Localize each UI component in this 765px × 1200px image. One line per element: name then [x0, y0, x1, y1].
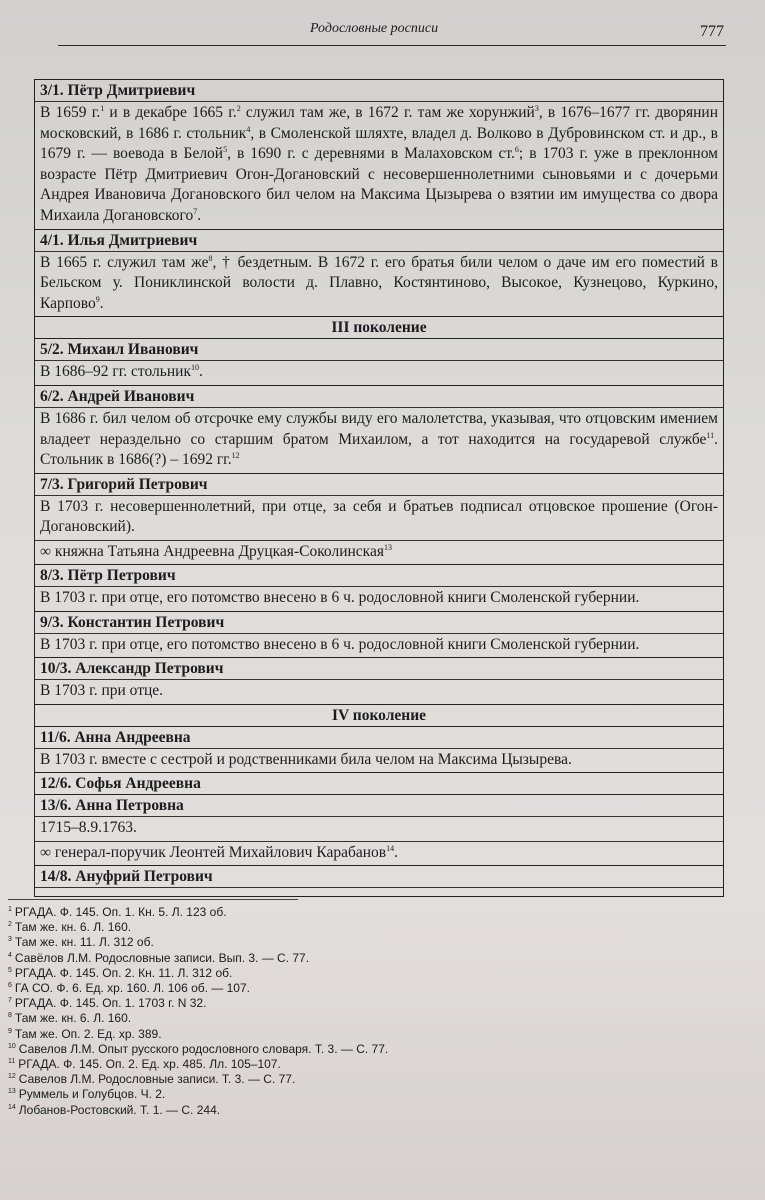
entry-name: 3/1. Пётр Дмитриевич: [35, 80, 723, 102]
entry-grigoriy-petrovich: [35, 474, 723, 565]
entry-body: В 1703 г. при отце, его потомство внесено в 6 ч. родословной книги Смоленской губернии.: [40, 635, 640, 653]
footnote: $^{14}$ Лобанов-Ростовский. Т. 1. — С. 244.: [8, 1102, 221, 1117]
footnote: $^{12}$ Савелов Л.М. Родословные записи. Т. 3. — С. 77.: [8, 1072, 296, 1087]
footnote: $^7$ РГАДА. Ф. 145. Оп. 1. 1703 г. N 32.: [8, 996, 207, 1011]
generation-heading: IV поколение: [35, 705, 723, 727]
entry-name: 4/1. Илья Дмитриевич: [35, 230, 723, 252]
genealogy-table: [34, 79, 724, 897]
entry-body: В 1665 г. служил там $же^8$, † бездетным. В 1672 г. его братья били челом о даче им его поместий в Бельском у. Пониклинской волости д. Плавно, Костянтиново, Высокое, Кузнецово, Куркино, Карпово$^9$.: [40, 253, 718, 312]
footnote: $^8$ Там же. кн. 6. Л. 160.: [8, 1011, 132, 1026]
footnote: $^{13}$ Руммель и Голубцов. Ч. 2.: [8, 1087, 166, 1102]
entry-anna-petrovna: [35, 795, 723, 866]
footnote: $^1$ РГАДА. Ф. 145. Оп. 1. Кн. 5. Л. 123 об.: [8, 905, 227, 919]
entry-body: В 1686 г. бил челом об отсрочке ему службы виду его малолетства, указывая, что отцовским имением владеет нераздельно со старшим братом Михаилом, а тот находится на государевой службе$^{11}$. Стольник в 1686(?) – 1692 гг.$^{12}$: [40, 409, 718, 469]
footnote-rule: [8, 899, 298, 900]
entry-name: 5/2. Михаил Иванович: [35, 339, 723, 361]
footnote: $^9$ Там же. Оп. 2. Ед. хр. 389.: [8, 1026, 162, 1041]
entry-name: 8/3. Пётр Петрович: [35, 565, 723, 587]
page-number: 777: [700, 23, 724, 40]
entry-name: 13/6. Анна Петровна: [35, 795, 723, 817]
entry-aleksandr-petrovich: [35, 658, 723, 705]
page-header: [58, 20, 726, 46]
entry-name: 12/6. Софья Андреевна: [40, 775, 201, 793]
header-rule: [58, 45, 726, 46]
entry-andrey-ivanovich: [35, 386, 723, 474]
table-bottom-strip: [35, 888, 723, 896]
entry-mikhail-ivanovich: [35, 339, 723, 386]
footnote: $^{10}$ Савелов Л.М. Опыт русского родословного словаря. Т. 3. — С. 77.: [8, 1041, 389, 1056]
entry-name: 9/3. Константин Петрович: [35, 612, 723, 634]
running-title: Родословные росписи: [310, 21, 439, 36]
entry-body: В 1703 г. при отце.: [40, 682, 164, 700]
entry-body: В 1659 г.$^1$ и в декабре 1665 г.$^2$ служил там же, в 1672 г. там же хорунжий$^3$, в 1676–1677 гг. дворянин московский, в 1686 г. стольник$^4$, в Смоленской шляхте, владел д. Волково в Дубровинском ст. и др., в 1679 г. — воевода в Белой$^5$, в 1690 г. с деревнями в Малаховском ст.$^6$; в 1703 г. уже в преклонном возрасте Пётр Дмитриевич Огон-Догановский с несовершеннолетними сыновьями и с дочерьми Андрея Ивановича Догановского бил челом на Максима Цызырева о взятии им имущества со двора Михаила Догановского$^7$.: [40, 103, 718, 224]
entry-body: В 1686–92 гг. стольник$^{10}$.: [40, 363, 203, 381]
entry-pyotr-dmitrievich: [35, 80, 723, 230]
entry-ilya-dmitrievich: [35, 230, 723, 318]
entry-body: В 1703 г. вместе с сестрой и родственниками била челом на Максима Цызырева.: [40, 750, 572, 768]
entry-name: 6/2. Андрей Иванович: [35, 386, 723, 408]
entry-body: 1715–8.9.1763.: [40, 819, 137, 837]
footnote: $^{11}$ РГАДА. Ф. 145. Оп. 2. Ед. хр. 485. Лл. 105–107.: [8, 1057, 281, 1072]
entry-anna-andreevna: [35, 727, 723, 774]
footnote: $^6$ ГА СО. Ф. 6. Ед. хр. 160. Л. 106 об. — 107.: [8, 981, 250, 996]
footnotes: [8, 905, 428, 1118]
footnote: $^4$ Савёлов Л.М. Родословные записи. Вып. 3. — С. 77.: [8, 950, 310, 965]
marriage-line: ∞ княжна Татьяна Андреевна Друцкая-Соколинская$^{13}$: [35, 540, 723, 564]
footnote: $^2$ Там же. кн. 6. Л. 160.: [8, 920, 132, 935]
entry-pyotr-petrovich: [35, 565, 723, 612]
entry-name: 11/6. Анна Андреевна: [35, 727, 723, 749]
entry-body: В 1703 г. несовершеннолетний, при отце, за себя и братьев подписал отцовское прошение (Огон-Догановский).: [40, 497, 718, 536]
footnote: $^5$ РГАДА. Ф. 145. Оп. 2. Кн. 11. Л. 312 об.: [8, 965, 233, 980]
entry-sofya-andreevna: [35, 773, 723, 795]
marriage-line: ∞ генерал-поручик Леонтей Михайлович Карабанов$^{14}$.: [35, 841, 723, 865]
footnote: $^3$ Там же. кн. 11. Л. 312 об.: [8, 935, 154, 950]
entry-body: В 1703 г. при отце, его потомство внесено в 6 ч. родословной книги Смоленской губернии.: [40, 588, 640, 606]
entry-name: 14/8. Ануфрий Петрович: [35, 866, 723, 888]
entry-anufriy-petrovich: [35, 866, 723, 896]
entry-konstantin-petrovich: [35, 612, 723, 659]
entry-name: 10/3. Александр Петрович: [35, 658, 723, 680]
entry-name: 7/3. Григорий Петрович: [35, 474, 723, 496]
generation-heading: III поколение: [35, 317, 723, 339]
